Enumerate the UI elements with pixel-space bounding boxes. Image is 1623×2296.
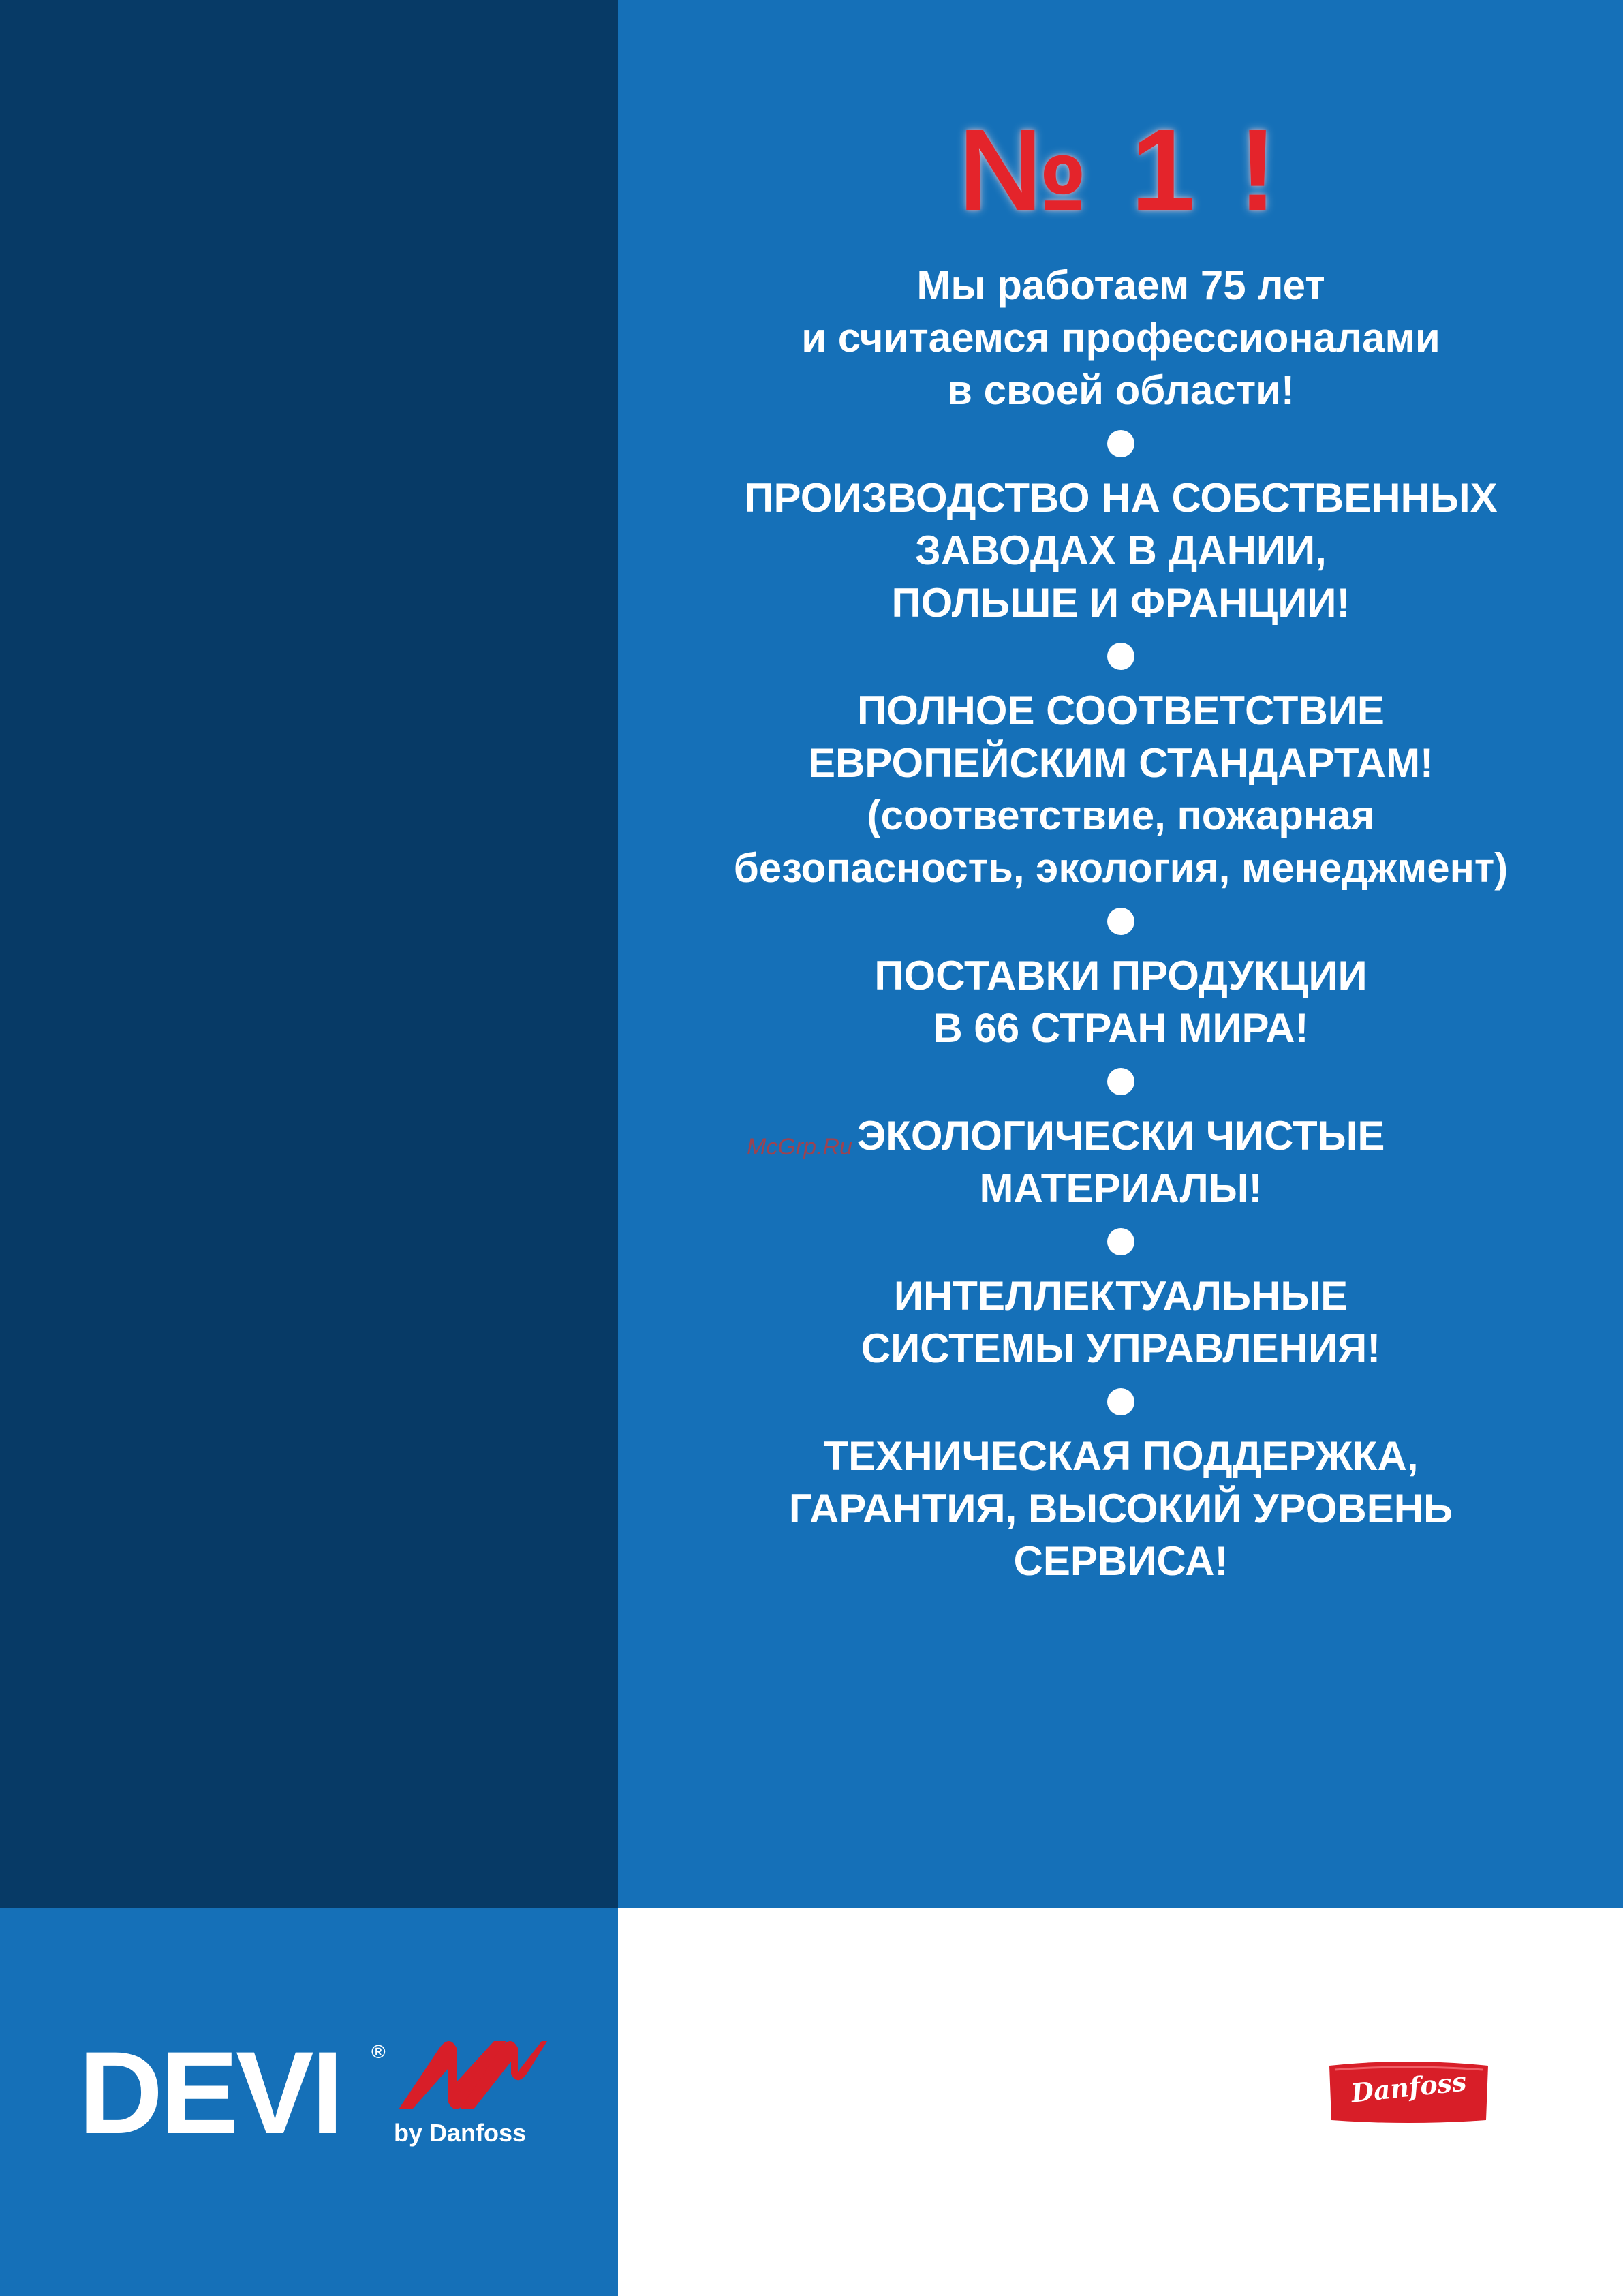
number-one-headline: № 1 !	[958, 106, 1283, 235]
intro-text	[681, 259, 1560, 416]
benefit-line: ИНТЕЛЛЕКТУАЛЬНЫЕ	[893, 1273, 1348, 1319]
devi-logo	[78, 2027, 542, 2158]
devi-wordmark: DEVI	[78, 2027, 341, 2158]
benefits-list	[681, 259, 1560, 1587]
benefit-production	[681, 472, 1560, 629]
intro-line: и считаемся профессионалами	[801, 315, 1440, 361]
dark-side-panel	[0, 0, 618, 1908]
benefit-line: ПОЛНОЕ СООТВЕТСТВИЕ	[857, 688, 1385, 733]
benefit-line: СИСТЕМЫ УПРАВЛЕНИЯ!	[861, 1326, 1381, 1371]
benefit-line: (соответствие, пожарная	[867, 793, 1375, 838]
danfoss-logo-text: Danfoss	[1349, 2066, 1468, 2109]
registered-mark: ®	[371, 2041, 386, 2062]
benefit-control-systems	[681, 1270, 1560, 1375]
intro-line: Мы работаем 75 лет	[916, 262, 1325, 308]
benefit-line: ЭКОЛОГИЧЕСКИ ЧИСТЫЕ	[856, 1113, 1385, 1159]
benefit-line: ТЕХНИЧЕСКАЯ ПОДДЕРЖКА,	[823, 1433, 1419, 1479]
benefit-line: ПРОИЗВОДСТВО НА СОБСТВЕННЫХ	[744, 475, 1498, 521]
benefit-line: безопасность, экология, менеджмент)	[733, 845, 1509, 891]
bullet-dot	[1107, 908, 1134, 935]
watermark: McGrp.Ru	[747, 1134, 852, 1160]
devi-wave-icon	[392, 2034, 548, 2116]
benefit-line: В 66 СТРАН МИРА!	[933, 1005, 1309, 1051]
by-danfoss-text: by Danfoss	[394, 2119, 527, 2147]
benefit-standards	[681, 684, 1560, 894]
benefit-line: ПОЛЬШЕ И ФРАНЦИИ!	[891, 580, 1350, 626]
benefit-support	[681, 1430, 1560, 1587]
benefit-line: СЕРВИСА!	[1013, 1538, 1228, 1584]
bullet-dot	[1107, 1068, 1134, 1095]
intro-line: в своей области!	[947, 367, 1295, 413]
bullet-dot	[1107, 643, 1134, 670]
bullet-dot	[1107, 1228, 1134, 1255]
benefit-line: ГАРАНТИЯ, ВЫСОКИЙ УРОВЕНЬ	[788, 1486, 1453, 1531]
benefit-line: ЕВРОПЕЙСКИМ СТАНДАРТАМ!	[807, 740, 1434, 786]
benefit-line: ЗАВОДАХ В ДАНИИ,	[915, 527, 1327, 573]
benefit-line: ПОСТАВКИ ПРОДУКЦИИ	[874, 953, 1367, 998]
benefit-eco-materials	[681, 1109, 1560, 1214]
benefit-delivery	[681, 949, 1560, 1054]
bullet-dot	[1107, 430, 1134, 457]
benefit-line: МАТЕРИАЛЫ!	[979, 1165, 1263, 1211]
bullet-dot	[1107, 1388, 1134, 1415]
